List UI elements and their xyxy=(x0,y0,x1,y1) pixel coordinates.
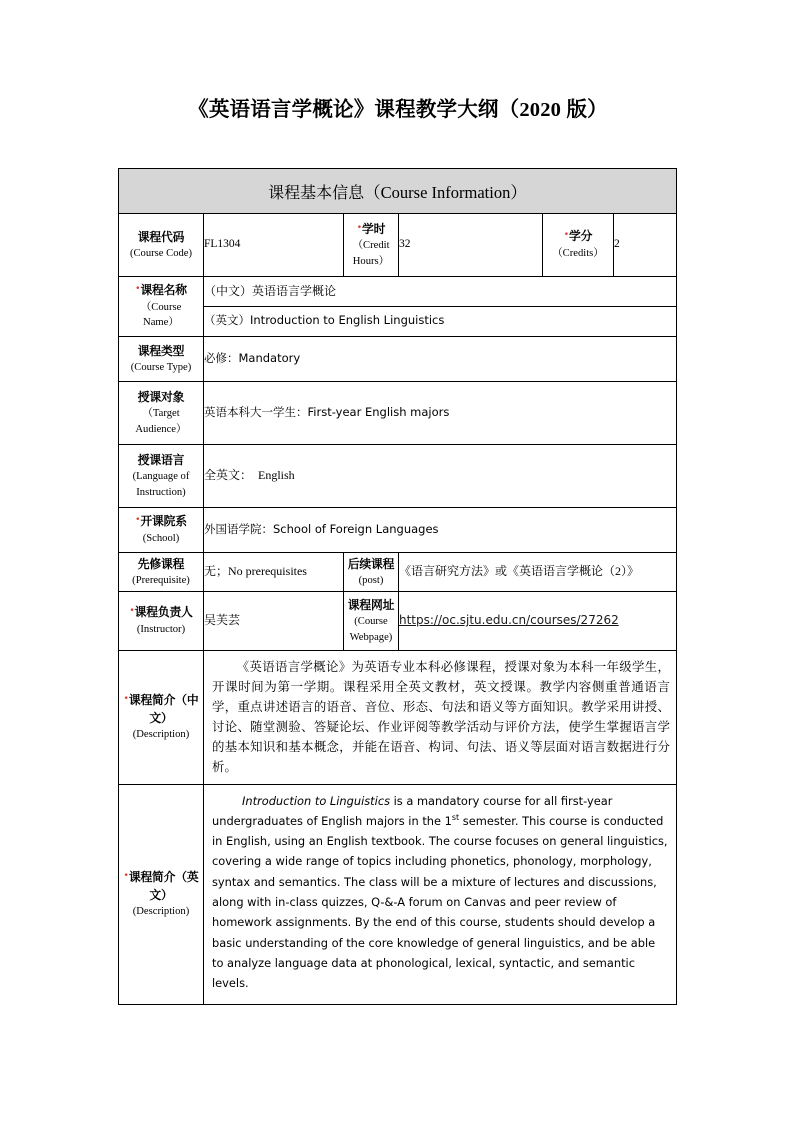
row-target-audience xyxy=(119,382,677,445)
table-header-cell xyxy=(119,169,677,214)
value-target-audience-text: 英语本科大一学生：First-year English majors xyxy=(204,404,450,419)
row-prerequisite xyxy=(119,553,677,592)
value-instructor-text: 吴芙芸 xyxy=(204,613,241,628)
label-credit-hours-cn: 学时 xyxy=(362,221,386,236)
label-post-course-en: (post) xyxy=(358,574,384,586)
label-course-name-en2: Name） xyxy=(143,317,179,329)
label-description-cn-en: (Description) xyxy=(132,728,190,740)
label-course-type-en: (Course Type) xyxy=(130,361,192,373)
label-prerequisite-en: (Prerequisite) xyxy=(132,574,190,586)
label-post-course-cn: 后续课程 xyxy=(347,556,395,571)
label-description-en xyxy=(119,784,204,1004)
value-prerequisite xyxy=(204,553,344,592)
label-course-code xyxy=(119,214,204,277)
value-prerequisite-text: 无；No prerequisites xyxy=(204,564,307,579)
value-credit-hours xyxy=(399,214,543,277)
label-course-webpage-en1: (Course xyxy=(354,616,388,628)
value-course-name-en-text: （英文）Introduction to English Linguistics xyxy=(204,313,445,328)
value-credits xyxy=(614,214,677,277)
label-credit-hours-en2: Hours） xyxy=(352,255,390,267)
required-mark-icon: • xyxy=(129,606,135,617)
label-course-webpage xyxy=(344,592,399,651)
label-description-en-line1: 课程简介（英 xyxy=(128,869,199,884)
label-course-name-en1: （Course xyxy=(140,301,182,313)
page-title: 《英语语言学概论》课程教学大纲（2020 版） xyxy=(188,99,608,121)
label-course-type xyxy=(119,337,204,382)
row-description-en xyxy=(119,784,677,1004)
label-description-cn-line1: 课程简介（中 xyxy=(128,693,199,708)
value-course-name-cn xyxy=(204,277,677,307)
value-school xyxy=(204,508,677,553)
label-target-audience-cn: 授课对象 xyxy=(137,390,185,405)
row-language-of-instruction xyxy=(119,445,677,508)
row-school xyxy=(119,508,677,553)
required-mark-icon: • xyxy=(563,230,570,241)
description-en-part2: semester. This course is conducted in English, using an English textbook. The course focuses on general linguistics, covering a wide range of topics including phonetics, phonology, morphology, syntax and semantics. The class will be a mixture of lectures and discussions, along with in-class quizzes, Q-&-A forum on Canvas and peer review of homework assignments. By the end of this course, students should develop a basic understanding of the core knowledge of general linguistics, and be able to analyze language data at phonological, lexical, syntactic, and semantic levels. xyxy=(212,813,668,991)
label-description-en-en: (Description) xyxy=(132,905,190,917)
label-school-en: (School) xyxy=(142,533,180,545)
value-course-webpage xyxy=(399,592,677,651)
course-information-table xyxy=(118,168,677,1005)
label-language-en1: (Language of xyxy=(132,471,190,483)
value-course-type xyxy=(204,337,677,382)
label-target-audience-en2: Audience） xyxy=(135,423,187,435)
value-language-text: 全英文： English xyxy=(204,468,295,483)
row-course-code xyxy=(119,214,677,277)
value-description-en xyxy=(204,784,677,1004)
value-instructor xyxy=(204,592,344,651)
label-post-course xyxy=(344,553,399,592)
required-mark-icon: • xyxy=(356,222,363,233)
label-credits-cn: 学分 xyxy=(569,229,593,244)
value-post-course xyxy=(399,553,677,592)
required-mark-icon: • xyxy=(123,694,129,705)
label-prerequisite xyxy=(119,553,204,592)
value-course-code-text: FL1304 xyxy=(204,238,241,251)
required-mark-icon: • xyxy=(123,870,129,881)
label-course-webpage-en2: Webpage) xyxy=(349,631,393,643)
label-instructor-cn: 课程负责人 xyxy=(134,605,193,620)
row-instructor xyxy=(119,592,677,651)
label-description-en-line2: 文） xyxy=(149,887,173,902)
description-en-part1: is a mandatory course for all first-year undergraduates of English majors in the 1 xyxy=(212,793,613,828)
table-header-label-en: （Course Information） xyxy=(364,183,527,202)
description-en-paragraph xyxy=(204,785,676,1004)
label-course-code-en: (Course Code) xyxy=(129,247,193,259)
label-course-code-cn: 课程代码 xyxy=(137,229,185,244)
value-course-type-text: 必修：Mandatory xyxy=(204,350,301,365)
course-webpage-link[interactable]: https://oc.sjtu.edu.cn/courses/27262 xyxy=(399,613,619,628)
table-header-row xyxy=(119,169,677,214)
label-description-cn xyxy=(119,651,204,785)
row-course-name-cn xyxy=(119,277,677,307)
label-credits xyxy=(543,214,614,277)
label-course-name-cn: 课程名称 xyxy=(140,283,187,298)
label-target-audience-en1: （Target xyxy=(142,408,180,420)
label-instructor-en: (Instructor) xyxy=(136,624,186,636)
label-language-of-instruction xyxy=(119,445,204,508)
value-course-name-cn-text: （中文）英语语言学概论 xyxy=(204,283,337,298)
label-instructor xyxy=(119,592,204,651)
label-credit-hours-en1: （Credit xyxy=(352,240,390,252)
label-credits-en: （Credits） xyxy=(552,248,604,260)
description-en-italic-title: Introduction to Linguistics xyxy=(242,793,391,808)
label-course-webpage-cn: 课程网址 xyxy=(347,598,395,613)
row-course-type xyxy=(119,337,677,382)
label-credit-hours xyxy=(344,214,399,277)
label-school-cn: 开课院系 xyxy=(140,514,187,529)
description-en-superscript: st xyxy=(451,813,460,823)
required-mark-icon: • xyxy=(135,284,141,295)
label-language-en2: Instruction) xyxy=(136,486,186,498)
description-cn-paragraph: 《英语语言学概论》为英语专业本科必修课程，授课对象为本科一年级学生，开课时间为第一学期。课程采用全英文教材，英文授课。教学内容侧重普通语言学，重点讲述语言的语音、音位、形态、句法和语义等方面知识。教学采用讲授、讨论、随堂测验、答疑论坛、作业评阅等教学活动与评价方法，使学生掌握语言学的基本知识和基本概念，并能在语音、构词、句法、语义等层面对语言数据进行分析。 xyxy=(212,660,671,775)
value-description-cn xyxy=(204,651,677,785)
value-post-course-text: 《语言研究方法》或《英语语言学概论（2）》 xyxy=(399,564,640,579)
row-description-cn xyxy=(119,651,677,785)
value-course-code xyxy=(204,214,344,277)
label-course-name xyxy=(119,277,204,337)
label-target-audience xyxy=(119,382,204,445)
value-target-audience xyxy=(204,382,677,445)
value-credits-text: 2 xyxy=(614,238,620,251)
value-language-of-instruction xyxy=(204,445,677,508)
label-course-type-cn: 课程类型 xyxy=(137,343,185,358)
label-description-cn-line2: 文） xyxy=(149,710,173,725)
label-school xyxy=(119,508,204,553)
required-mark-icon: • xyxy=(135,515,141,526)
label-language-cn: 授课语言 xyxy=(137,453,185,468)
value-credit-hours-text: 32 xyxy=(399,238,411,251)
value-school-text: 外国语学院：School of Foreign Languages xyxy=(204,521,439,536)
value-course-name-en xyxy=(204,307,677,337)
table-header-label-cn: 课程基本信息 xyxy=(268,183,365,202)
label-prerequisite-cn: 先修课程 xyxy=(137,556,185,571)
